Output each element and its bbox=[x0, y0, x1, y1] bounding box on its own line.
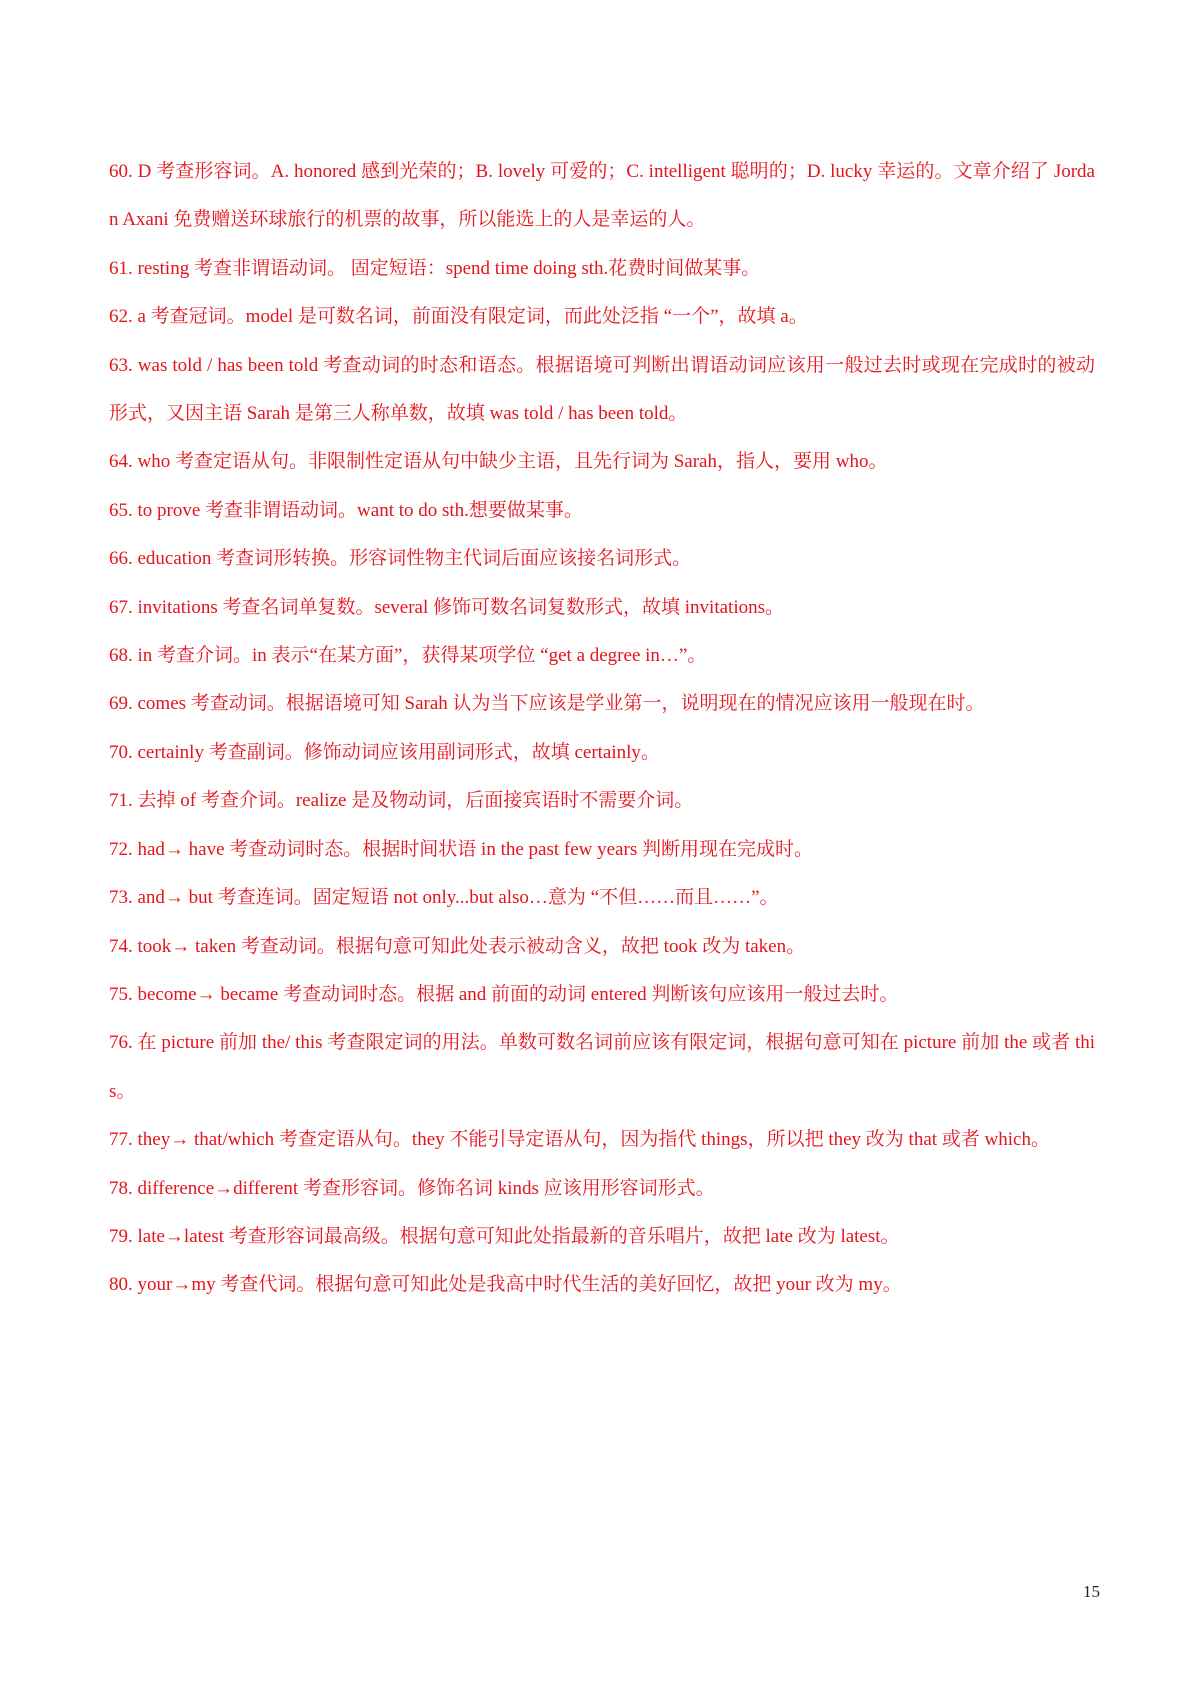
answer-item-78: 78. difference→different 考查形容词。修饰名词 kinds 应该用形容词形式。 bbox=[109, 1177, 715, 1199]
answer-item-76: 76. 在 picture 前加 the/ this 考查限定词的用法。单数可数名词前应该有限定词，根据句意可知在 picture 前加 the 或者 this。 bbox=[109, 1032, 1095, 1102]
answer-item-62: 62. a 考查冠词。model 是可数名词，前面没有限定词，而此处泛指 “一个”，故填 a。 bbox=[109, 306, 808, 328]
answer-item-67: 67. invitations 考查名词单复数。several 修饰可数名词复数形式，故填 invitations。 bbox=[109, 596, 784, 618]
answer-key-list bbox=[109, 148, 1095, 1310]
answer-item-80: 80. your→my 考查代词。根据句意可知此处是我高中时代生活的美好回忆，故把 your 改为 my。 bbox=[109, 1274, 902, 1296]
answer-item-65: 65. to prove 考查非谓语动词。want to do sth.想要做某事。 bbox=[109, 499, 583, 521]
answer-item-75: 75. become→ became 考查动词时态。根据 and 前面的动词 entered 判断该句应该用一般过去时。 bbox=[109, 983, 899, 1005]
answer-item-64: 64. who 考查定语从句。非限制性定语从句中缺少主语，且先行词为 Sarah，指人，要用 who。 bbox=[109, 451, 888, 473]
answer-item-68: 68. in 考查介词。in 表示“在某方面”，获得某项学位 “get a degree in…”。 bbox=[109, 645, 707, 667]
answer-item-77: 77. they→ that/which 考查定语从句。they 不能引导定语从句，因为指代 things，所以把 they 改为 that 或者 which。 bbox=[109, 1129, 1050, 1151]
answer-item-70: 70. certainly 考查副词。修饰动词应该用副词形式，故填 certainly。 bbox=[109, 741, 660, 763]
answer-item-73: 73. and→ but 考查连词。固定短语 not only...but also…意为 “不但……而且……”。 bbox=[109, 887, 779, 909]
answer-item-79: 79. late→latest 考查形容词最高级。根据句意可知此处指最新的音乐唱片，故把 late 改为 latest。 bbox=[109, 1225, 900, 1247]
answer-item-74: 74. took→ taken 考查动词。根据句意可知此处表示被动含义，故把 took 改为 taken。 bbox=[109, 935, 806, 957]
answer-item-72: 72. had→ have 考查动词时态。根据时间状语 in the past few years 判断用现在完成时。 bbox=[109, 838, 813, 860]
answer-item-71: 71. 去掉 of 考查介词。realize 是及物动词，后面接宾语时不需要介词。 bbox=[109, 790, 694, 812]
answer-item-66: 66. education 考查词形转换。形容词性物主代词后面应该接名词形式。 bbox=[109, 548, 692, 570]
answer-item-60: 60. D 考查形容词。A. honored 感到光荣的；B. lovely 可爱的；C. intelligent 聪明的；D. lucky 幸运的。文章介绍了 Jordan Axani 免费赠送环球旅行的机票的故事，所以能选上的人是幸运的人。 bbox=[109, 161, 1095, 231]
answer-item-63: 63. was told / has been told 考查动词的时态和语态。根据语境可判断出谓语动词应该用一般过去时或现在完成时的被动形式，又因主语 Sarah 是第三人称单数，故填 was told / has been told。 bbox=[109, 354, 1095, 425]
answer-item-61: 61. resting 考查非谓语动词。 固定短语：spend time doing sth.花费时间做某事。 bbox=[109, 257, 761, 279]
answer-item-69: 69. comes 考查动词。根据语境可知 Sarah 认为当下应该是学业第一，说明现在的情况应该用一般现在时。 bbox=[109, 693, 985, 715]
page-number: 15 bbox=[1083, 1582, 1100, 1601]
